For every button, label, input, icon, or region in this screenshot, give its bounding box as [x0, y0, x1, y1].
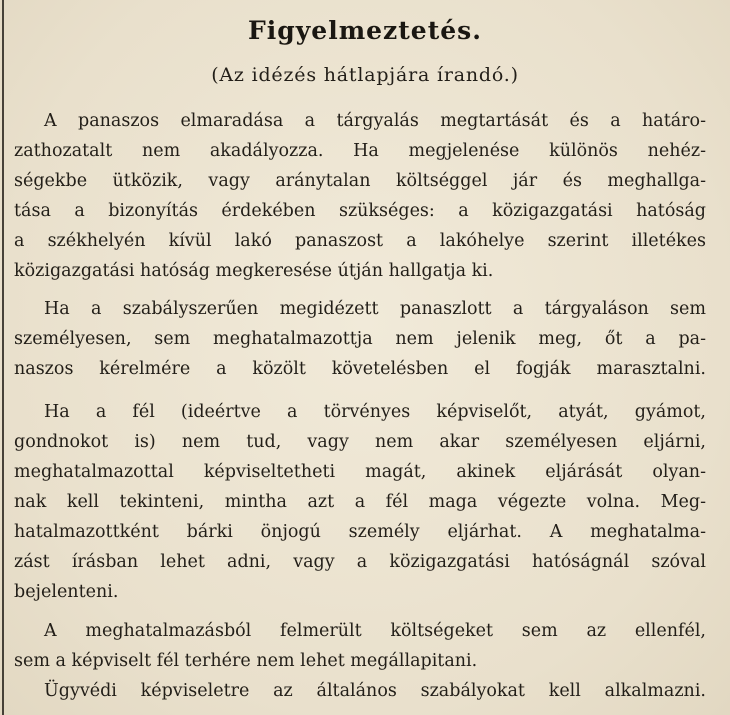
paragraph-3-line-7: bejelenteni.: [14, 582, 119, 602]
paragraph-2-line-3: naszos kérelmére a közölt követelésben el fogják marasztalni.: [14, 359, 706, 379]
document-title: Figyelmeztetés.: [248, 16, 482, 45]
paragraph-1-line-2: zathozatalt nem akadályozza. Ha megjelenése különös nehéz-: [14, 141, 706, 161]
paragraph-5-line-1: Ügyvédi képviseletre az általános szabályokat kell alkalmazni.: [44, 681, 706, 701]
paragraph-3-line-6: zást írásban lehet adni, vagy a közigazgatási hatóságnál szóval: [14, 552, 706, 572]
paragraph-4-line-1: A meghatalmazásból felmerült költségeket sem az ellenfél,: [44, 621, 706, 641]
paragraph-3-line-4: nak kell tekinteni, mintha azt a fél maga végezte volna. Meg-: [14, 492, 706, 512]
paragraph-3-line-3: meghatalmazottal képviseltetheti magát, akinek eljárását olyan-: [14, 462, 706, 482]
paragraph-4-line-2: sem a képviselt fél terhére nem lehet megállapitani.: [14, 651, 478, 671]
paragraph-1-line-1: A panaszos elmaradása a tárgyalás megtartását és a határo-: [44, 111, 706, 131]
paragraph-3-line-2: gondnokot is) nem tud, vagy nem akar személyesen eljárni,: [14, 432, 706, 452]
paragraph-1-line-6: közigazgatási hatóság megkeresése útján hallgatja ki.: [14, 261, 494, 281]
paragraph-1-line-5: a székhelyén kívül lakó panaszost a lakóhelye szerint illetékes: [14, 231, 706, 251]
paragraph-3-line-5: hatalmazottként bárki önjogú személy eljárhat. A meghatalma-: [14, 522, 706, 542]
document-subtitle: (Az idézés hátlapjára írandó.): [211, 64, 519, 86]
paragraph-2-line-2: személyesen, sem meghatalmazottja nem jelenik meg, őt a pa-: [14, 329, 706, 349]
paragraph-1-line-3: ségekbe ütközik, vagy aránytalan költséggel jár és meghallga-: [14, 171, 706, 191]
paragraph-2-line-1: Ha a szabályszerűen megidézett panaszlott a tárgyaláson sem: [44, 299, 706, 319]
paragraph-3-line-1: Ha a fél (ideértve a törvényes képviselőt, atyát, gyámot,: [44, 402, 706, 422]
paragraph-1-line-4: tása a bizonyítás érdekében szükséges: a közigazgatási hatóság: [14, 201, 706, 221]
left-border-rule: [2, 0, 4, 715]
